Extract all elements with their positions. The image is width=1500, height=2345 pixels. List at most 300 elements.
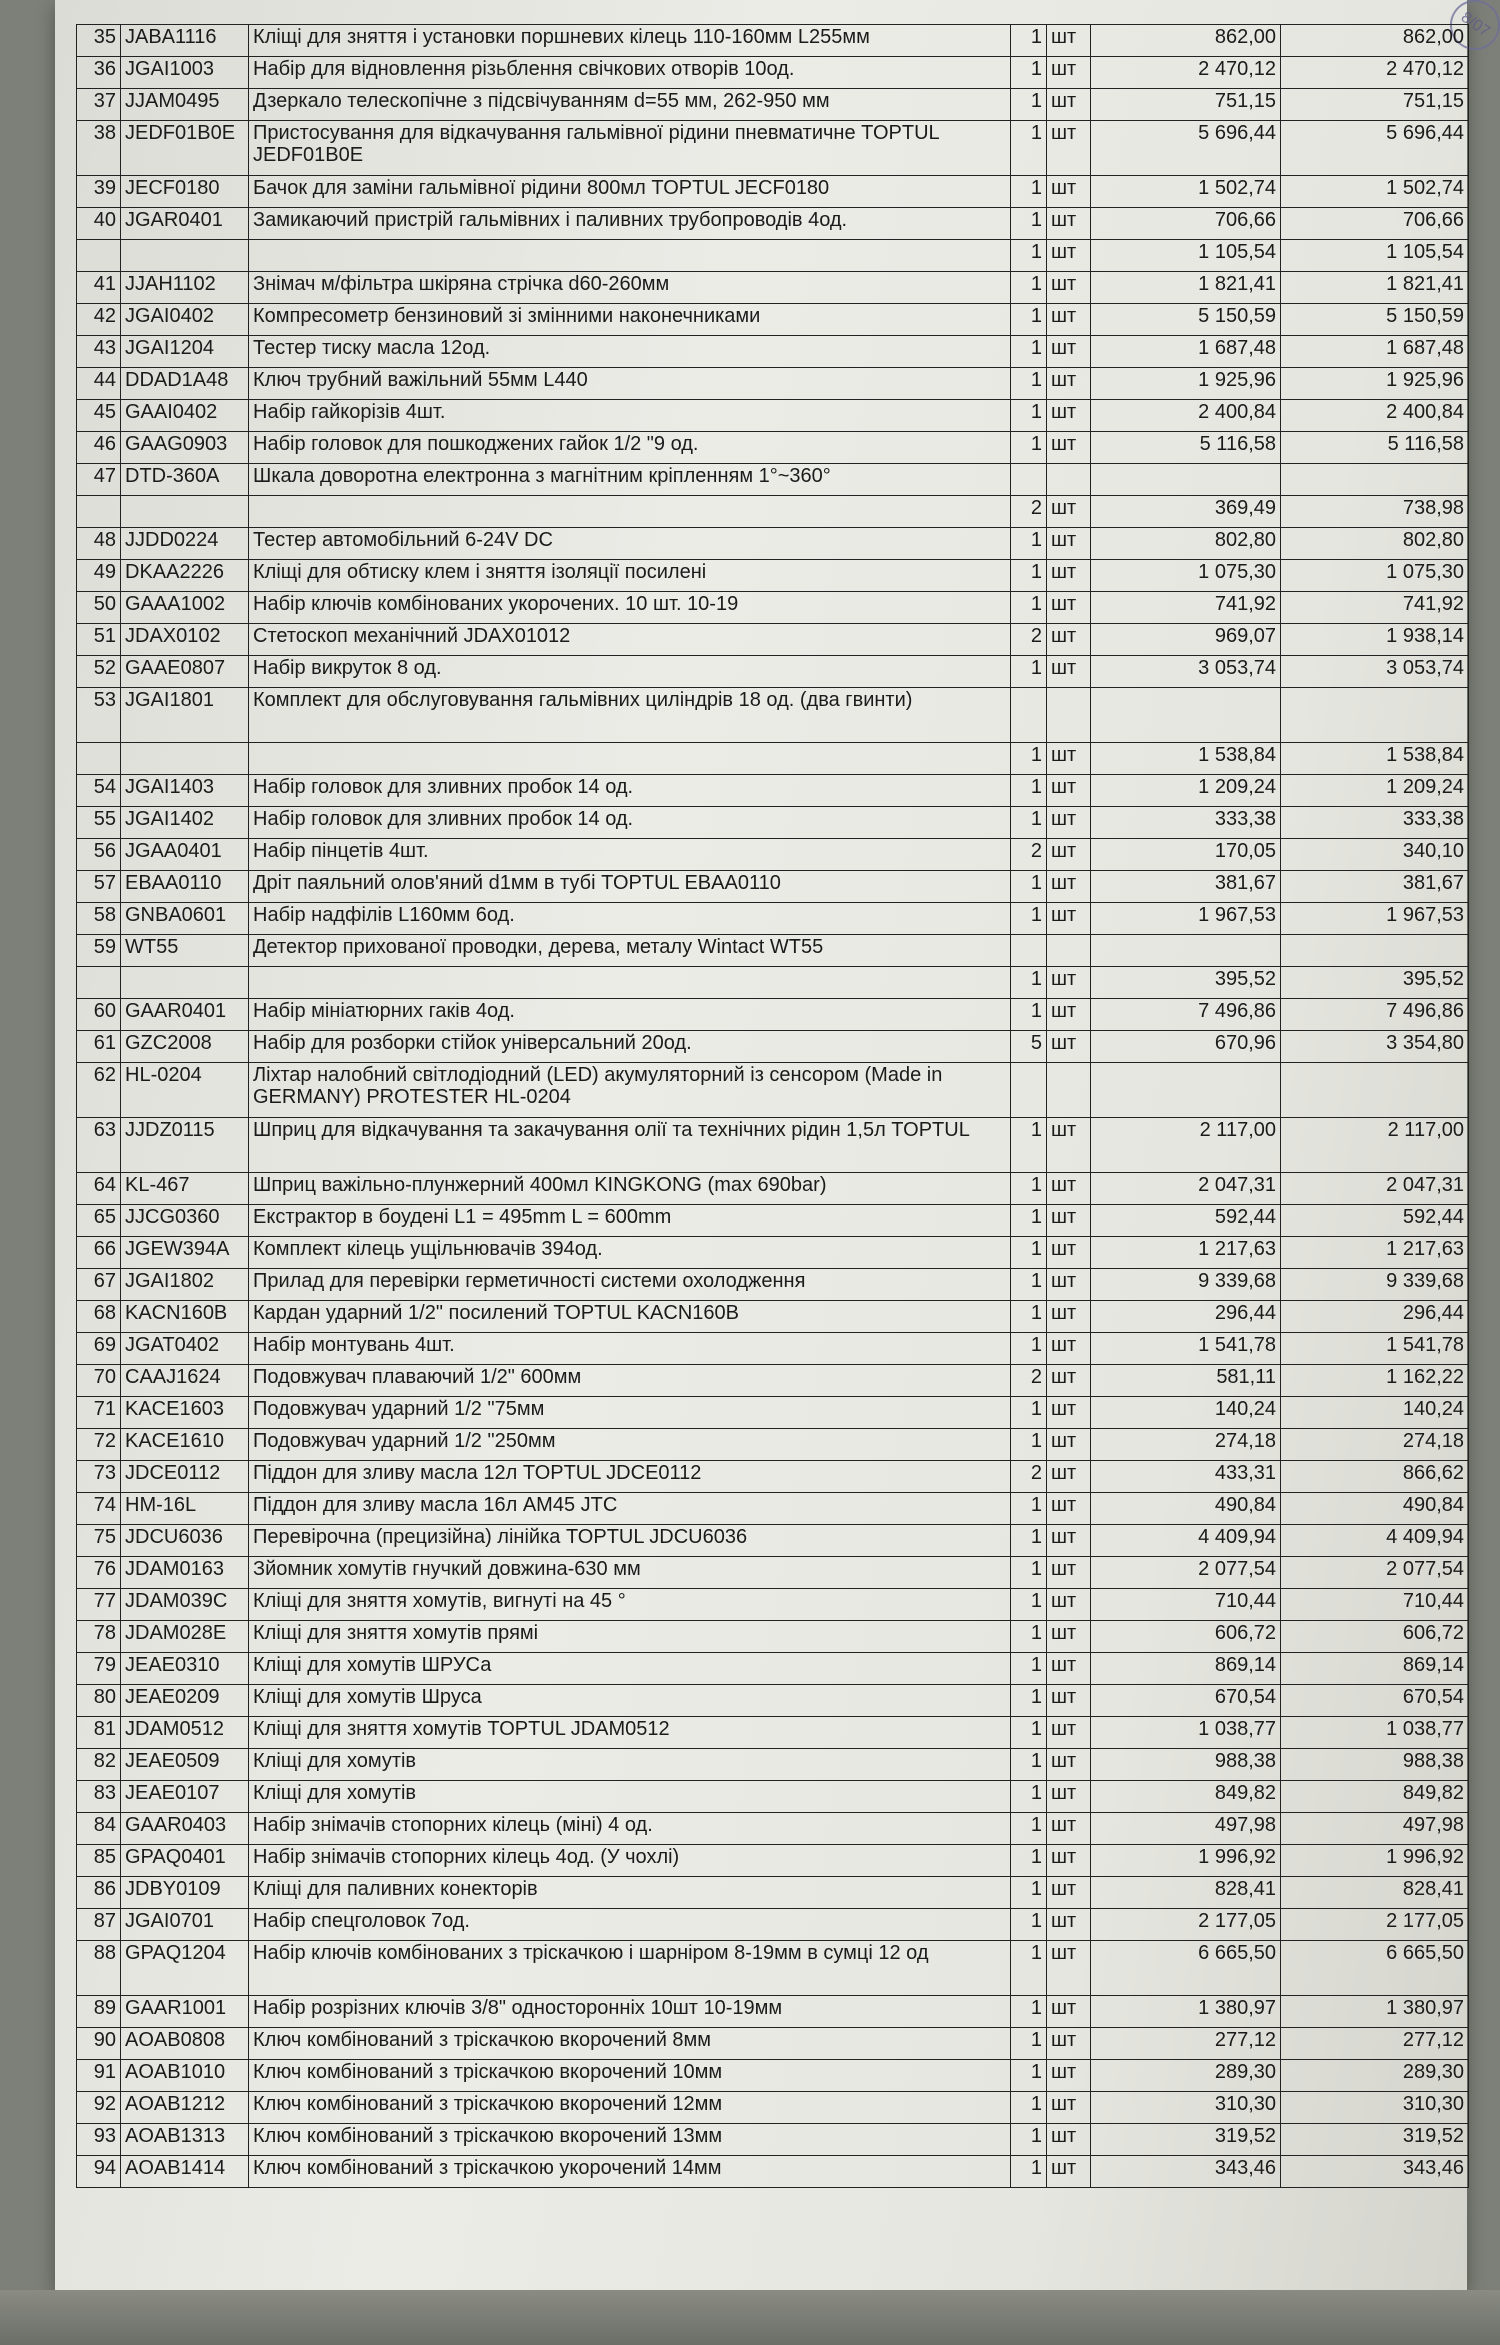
- item-unit: шт: [1047, 839, 1091, 871]
- item-code: JGAA0401: [121, 839, 249, 871]
- item-quantity: 1: [1011, 89, 1047, 121]
- row-number: 63: [77, 1118, 121, 1173]
- item-price: 2 117,00: [1091, 1118, 1281, 1173]
- table-row: [77, 935, 1469, 967]
- item-name: Перевірочна (прецизійна) лінійка TOPTUL JDCU6036: [249, 1525, 1011, 1557]
- item-name: Шприц для відкачування та закачування олії та технічних рідин 1,5л TOPTUL: [249, 1118, 1011, 1173]
- item-price: 140,24: [1091, 1397, 1281, 1429]
- table-row: [77, 1749, 1469, 1781]
- item-total: 1 821,41: [1281, 272, 1469, 304]
- item-name: Кліщі для зняття хомутів прямі: [249, 1621, 1011, 1653]
- item-code: JGEW394A: [121, 1237, 249, 1269]
- row-number: 40: [77, 208, 121, 240]
- table-row: [77, 400, 1469, 432]
- item-total: 2 117,00: [1281, 1118, 1469, 1173]
- item-unit: шт: [1047, 496, 1091, 528]
- item-code: GNBA0601: [121, 903, 249, 935]
- item-quantity: 1: [1011, 656, 1047, 688]
- item-name: Набір головок для зливних пробок 14 од.: [249, 807, 1011, 839]
- row-number: 94: [77, 2156, 121, 2188]
- item-unit: шт: [1047, 1493, 1091, 1525]
- item-unit: шт: [1047, 1301, 1091, 1333]
- table-row: [77, 1063, 1469, 1118]
- item-total: [1281, 688, 1469, 743]
- item-name: Детектор прихованої проводки, дерева, металу Wintact WT55: [249, 935, 1011, 967]
- table-row: [77, 1996, 1469, 2028]
- item-name: Подовжувач плаваючий 1/2" 600мм: [249, 1365, 1011, 1397]
- item-name: Ключ комбінований з тріскачкою укорочений 14мм: [249, 2156, 1011, 2188]
- item-total: 866,62: [1281, 1461, 1469, 1493]
- item-name: [249, 496, 1011, 528]
- table-row: [77, 1877, 1469, 1909]
- item-quantity: 5: [1011, 1031, 1047, 1063]
- row-number: 67: [77, 1269, 121, 1301]
- item-code: JGAR0401: [121, 208, 249, 240]
- item-quantity: 1: [1011, 1845, 1047, 1877]
- item-quantity: 1: [1011, 57, 1047, 89]
- table-row: [77, 1845, 1469, 1877]
- item-total: 1 105,54: [1281, 240, 1469, 272]
- item-unit: шт: [1047, 25, 1091, 57]
- item-price: 5 696,44: [1091, 121, 1281, 176]
- item-code: KL-467: [121, 1173, 249, 1205]
- item-total: 1 209,24: [1281, 775, 1469, 807]
- item-quantity: 1: [1011, 208, 1047, 240]
- item-total: 7 496,86: [1281, 999, 1469, 1031]
- item-name: Замикаючий пристрій гальмівних і паливних трубопроводів 4од.: [249, 208, 1011, 240]
- item-price: 1 502,74: [1091, 176, 1281, 208]
- item-price: 4 409,94: [1091, 1525, 1281, 1557]
- item-unit: шт: [1047, 1205, 1091, 1237]
- item-price: 5 150,59: [1091, 304, 1281, 336]
- row-number: 69: [77, 1333, 121, 1365]
- item-unit: шт: [1047, 2060, 1091, 2092]
- item-name: Набір для розборки стійок універсальний 20од.: [249, 1031, 1011, 1063]
- item-code: [121, 967, 249, 999]
- item-name: Ключ комбінований з тріскачкою вкорочений 12мм: [249, 2092, 1011, 2124]
- table-row: [77, 208, 1469, 240]
- item-unit: шт: [1047, 1118, 1091, 1173]
- item-code: JDAX0102: [121, 624, 249, 656]
- item-code: JEAE0509: [121, 1749, 249, 1781]
- item-total: 710,44: [1281, 1589, 1469, 1621]
- item-name: Кардан ударний 1/2" посилений TOPTUL KACN160B: [249, 1301, 1011, 1333]
- item-total: 395,52: [1281, 967, 1469, 999]
- item-unit: шт: [1047, 432, 1091, 464]
- row-number: 46: [77, 432, 121, 464]
- item-quantity: 1: [1011, 2060, 1047, 2092]
- item-quantity: 1: [1011, 1589, 1047, 1621]
- item-name: Піддон для зливу масла 12л TOPTUL JDCE0112: [249, 1461, 1011, 1493]
- row-number: [77, 743, 121, 775]
- item-code: GPAQ1204: [121, 1941, 249, 1996]
- item-price: 433,31: [1091, 1461, 1281, 1493]
- invoice-rows: [77, 25, 1469, 2188]
- table-row: [77, 1685, 1469, 1717]
- table-row: [77, 2124, 1469, 2156]
- item-total: 140,24: [1281, 1397, 1469, 1429]
- item-unit: шт: [1047, 368, 1091, 400]
- item-unit: шт: [1047, 176, 1091, 208]
- table-row: [77, 1397, 1469, 1429]
- table-row: [77, 2156, 1469, 2188]
- item-name: Кліщі для зняття хомутів TOPTUL JDAM0512: [249, 1717, 1011, 1749]
- row-number: 92: [77, 2092, 121, 2124]
- item-code: JJCG0360: [121, 1205, 249, 1237]
- table-row: [77, 967, 1469, 999]
- item-quantity: 1: [1011, 2124, 1047, 2156]
- item-name: Подовжувач ударний 1/2 "75мм: [249, 1397, 1011, 1429]
- table-row: [77, 775, 1469, 807]
- item-unit: шт: [1047, 1525, 1091, 1557]
- item-code: GAAI0402: [121, 400, 249, 432]
- item-name: Ліхтар налобний світлодіодний (LED) акумуляторний із сенсором (Made in GERMANY) PROTESTER HL-0204: [249, 1063, 1011, 1118]
- item-name: Ключ трубний важільний 55мм L440: [249, 368, 1011, 400]
- item-unit: шт: [1047, 775, 1091, 807]
- item-price: 1 996,92: [1091, 1845, 1281, 1877]
- item-price: 849,82: [1091, 1781, 1281, 1813]
- item-name: Набір ключів комбінованих з тріскачкою і шарніром 8-19мм в сумці 12 од: [249, 1941, 1011, 1996]
- item-unit: шт: [1047, 1717, 1091, 1749]
- row-number: 51: [77, 624, 121, 656]
- item-quantity: 1: [1011, 1941, 1047, 1996]
- item-total: 5 696,44: [1281, 121, 1469, 176]
- item-price: 862,00: [1091, 25, 1281, 57]
- item-quantity: 1: [1011, 1429, 1047, 1461]
- item-price: 1 209,24: [1091, 775, 1281, 807]
- item-name: Набір мініатюрних гаків 4од.: [249, 999, 1011, 1031]
- table-row: [77, 1365, 1469, 1397]
- item-quantity: 1: [1011, 121, 1047, 176]
- item-price: 319,52: [1091, 2124, 1281, 2156]
- item-total: 1 502,74: [1281, 176, 1469, 208]
- table-row: [77, 25, 1469, 57]
- item-unit: [1047, 464, 1091, 496]
- item-unit: шт: [1047, 121, 1091, 176]
- item-quantity: 1: [1011, 871, 1047, 903]
- item-code: GAAA1002: [121, 592, 249, 624]
- table-row: [77, 1717, 1469, 1749]
- item-code: JEAE0209: [121, 1685, 249, 1717]
- item-price: 1 105,54: [1091, 240, 1281, 272]
- item-quantity: 1: [1011, 775, 1047, 807]
- item-code: JDCE0112: [121, 1461, 249, 1493]
- row-number: 66: [77, 1237, 121, 1269]
- item-price: 381,67: [1091, 871, 1281, 903]
- row-number: 83: [77, 1781, 121, 1813]
- item-name: Подовжувач ударний 1/2 "250мм: [249, 1429, 1011, 1461]
- item-total: 343,46: [1281, 2156, 1469, 2188]
- item-name: Ключ комбінований з тріскачкою вкорочений 13мм: [249, 2124, 1011, 2156]
- item-total: 2 470,12: [1281, 57, 1469, 89]
- item-total: 274,18: [1281, 1429, 1469, 1461]
- row-number: 76: [77, 1557, 121, 1589]
- item-unit: шт: [1047, 1031, 1091, 1063]
- item-price: 751,15: [1091, 89, 1281, 121]
- item-name: Кліщі для хомутів: [249, 1749, 1011, 1781]
- item-price: 828,41: [1091, 1877, 1281, 1909]
- item-price: 606,72: [1091, 1621, 1281, 1653]
- item-total: 706,66: [1281, 208, 1469, 240]
- item-price: 1 687,48: [1091, 336, 1281, 368]
- row-number: 58: [77, 903, 121, 935]
- item-quantity: 1: [1011, 1118, 1047, 1173]
- item-price: 706,66: [1091, 208, 1281, 240]
- item-name: [249, 967, 1011, 999]
- row-number: 73: [77, 1461, 121, 1493]
- item-unit: шт: [1047, 1461, 1091, 1493]
- item-name: Комплект для обслуговування гальмівних циліндрів 18 од. (два гвинти): [249, 688, 1011, 743]
- stamp: 8/07: [1440, 0, 1500, 60]
- table-row: [77, 240, 1469, 272]
- item-price: 497,98: [1091, 1813, 1281, 1845]
- item-unit: шт: [1047, 400, 1091, 432]
- item-code: JECF0180: [121, 176, 249, 208]
- item-name: Набір знімачів стопорних кілець (міні) 4 од.: [249, 1813, 1011, 1845]
- item-code: JGAI1801: [121, 688, 249, 743]
- item-total: 751,15: [1281, 89, 1469, 121]
- item-code: KACE1603: [121, 1397, 249, 1429]
- item-code: JDAM039C: [121, 1589, 249, 1621]
- item-quantity: 1: [1011, 1557, 1047, 1589]
- table-row: [77, 1557, 1469, 1589]
- item-code: AOAB1010: [121, 2060, 249, 2092]
- item-price: 1 538,84: [1091, 743, 1281, 775]
- item-price: 1 380,97: [1091, 1996, 1281, 2028]
- item-price: 2 047,31: [1091, 1173, 1281, 1205]
- row-number: [77, 496, 121, 528]
- item-code: GAAR1001: [121, 1996, 249, 2028]
- table-row: [77, 304, 1469, 336]
- item-total: 1 075,30: [1281, 560, 1469, 592]
- item-quantity: 2: [1011, 839, 1047, 871]
- item-unit: шт: [1047, 1653, 1091, 1685]
- item-unit: шт: [1047, 1269, 1091, 1301]
- table-row: [77, 1461, 1469, 1493]
- item-name: Знімач м/фільтра шкіряна стрічка d60-260мм: [249, 272, 1011, 304]
- row-number: 65: [77, 1205, 121, 1237]
- table-row: [77, 1118, 1469, 1173]
- item-unit: шт: [1047, 1813, 1091, 1845]
- item-name: Шприц важільно-плунжерний 400мл KINGKONG (max 690bar): [249, 1173, 1011, 1205]
- item-code: JJDD0224: [121, 528, 249, 560]
- row-number: 52: [77, 656, 121, 688]
- row-number: 88: [77, 1941, 121, 1996]
- item-total: 381,67: [1281, 871, 1469, 903]
- item-quantity: 1: [1011, 432, 1047, 464]
- table-row: [77, 743, 1469, 775]
- table-row: [77, 1653, 1469, 1685]
- table-row: [77, 1589, 1469, 1621]
- item-code: HM-16L: [121, 1493, 249, 1525]
- item-total: 1 967,53: [1281, 903, 1469, 935]
- item-unit: шт: [1047, 1749, 1091, 1781]
- table-row: [77, 336, 1469, 368]
- item-total: 296,44: [1281, 1301, 1469, 1333]
- item-total: 5 150,59: [1281, 304, 1469, 336]
- item-total: 741,92: [1281, 592, 1469, 624]
- item-price: 343,46: [1091, 2156, 1281, 2188]
- item-total: 2 047,31: [1281, 1173, 1469, 1205]
- invoice-table: [76, 24, 1469, 2188]
- item-total: 1 217,63: [1281, 1237, 1469, 1269]
- item-unit: шт: [1047, 1845, 1091, 1877]
- item-quantity: 2: [1011, 1365, 1047, 1397]
- table-row: [77, 1525, 1469, 1557]
- row-number: 87: [77, 1909, 121, 1941]
- table-row: [77, 1909, 1469, 1941]
- table-row: [77, 624, 1469, 656]
- item-total: 1 538,84: [1281, 743, 1469, 775]
- item-total: 606,72: [1281, 1621, 1469, 1653]
- item-price: 2 077,54: [1091, 1557, 1281, 1589]
- row-number: 72: [77, 1429, 121, 1461]
- table-row: [77, 656, 1469, 688]
- table-row: [77, 1781, 1469, 1813]
- item-price: 274,18: [1091, 1429, 1281, 1461]
- item-code: JGAI1204: [121, 336, 249, 368]
- item-unit: шт: [1047, 1557, 1091, 1589]
- item-quantity: [1011, 1063, 1047, 1118]
- item-unit: [1047, 1063, 1091, 1118]
- row-number: 62: [77, 1063, 121, 1118]
- item-total: 1 687,48: [1281, 336, 1469, 368]
- item-total: 1 938,14: [1281, 624, 1469, 656]
- item-unit: шт: [1047, 624, 1091, 656]
- item-price: 670,96: [1091, 1031, 1281, 1063]
- item-name: Набір монтувань 4шт.: [249, 1333, 1011, 1365]
- row-number: 38: [77, 121, 121, 176]
- item-total: 1 380,97: [1281, 1996, 1469, 2028]
- item-code: WT55: [121, 935, 249, 967]
- item-quantity: 1: [1011, 1653, 1047, 1685]
- item-code: JDCU6036: [121, 1525, 249, 1557]
- item-quantity: 1: [1011, 528, 1047, 560]
- item-unit: шт: [1047, 240, 1091, 272]
- table-row: [77, 1237, 1469, 1269]
- item-code: JDAM0512: [121, 1717, 249, 1749]
- item-price: 296,44: [1091, 1301, 1281, 1333]
- item-price: 490,84: [1091, 1493, 1281, 1525]
- row-number: [77, 240, 121, 272]
- item-name: Стетоскоп механічний JDAX01012: [249, 624, 1011, 656]
- item-price: 5 116,58: [1091, 432, 1281, 464]
- item-quantity: 1: [1011, 1717, 1047, 1749]
- item-price: 170,05: [1091, 839, 1281, 871]
- item-code: AOAB1313: [121, 2124, 249, 2156]
- item-name: Дзеркало телескопічне з підсвічуванням d=55 мм, 262-950 мм: [249, 89, 1011, 121]
- row-number: 81: [77, 1717, 121, 1749]
- item-total: 1 541,78: [1281, 1333, 1469, 1365]
- item-quantity: 1: [1011, 743, 1047, 775]
- item-name: Кліщі для обтиску клем і зняття ізоляції посилені: [249, 560, 1011, 592]
- item-code: AOAB1212: [121, 2092, 249, 2124]
- table-row: [77, 2028, 1469, 2060]
- item-unit: шт: [1047, 2092, 1091, 2124]
- item-price: 710,44: [1091, 1589, 1281, 1621]
- item-quantity: 1: [1011, 304, 1047, 336]
- item-total: 849,82: [1281, 1781, 1469, 1813]
- item-unit: шт: [1047, 1173, 1091, 1205]
- item-name: Набір знімачів стопорних кілець 4од. (У чохлі): [249, 1845, 1011, 1877]
- row-number: 35: [77, 25, 121, 57]
- item-price: 592,44: [1091, 1205, 1281, 1237]
- item-name: Кліщі для зняття і установки поршневих кілець 110-160мм L255мм: [249, 25, 1011, 57]
- row-number: 89: [77, 1996, 121, 2028]
- item-price: 1 075,30: [1091, 560, 1281, 592]
- row-number: 70: [77, 1365, 121, 1397]
- row-number: 44: [77, 368, 121, 400]
- row-number: 82: [77, 1749, 121, 1781]
- item-unit: шт: [1047, 967, 1091, 999]
- item-quantity: 2: [1011, 624, 1047, 656]
- item-code: JEDF01B0E: [121, 121, 249, 176]
- row-number: [77, 967, 121, 999]
- item-code: JGAI1402: [121, 807, 249, 839]
- table-row: [77, 464, 1469, 496]
- table-row: [77, 839, 1469, 871]
- item-quantity: 1: [1011, 400, 1047, 432]
- table-row: [77, 1269, 1469, 1301]
- item-quantity: 1: [1011, 1877, 1047, 1909]
- item-code: JGAI0402: [121, 304, 249, 336]
- item-price: 9 339,68: [1091, 1269, 1281, 1301]
- item-unit: шт: [1047, 57, 1091, 89]
- item-price: 395,52: [1091, 967, 1281, 999]
- table-row: [77, 2092, 1469, 2124]
- row-number: 80: [77, 1685, 121, 1717]
- item-price: 2 177,05: [1091, 1909, 1281, 1941]
- item-unit: шт: [1047, 528, 1091, 560]
- row-number: 90: [77, 2028, 121, 2060]
- table-row: [77, 89, 1469, 121]
- table-row: [77, 528, 1469, 560]
- item-price: 277,12: [1091, 2028, 1281, 2060]
- table-row: [77, 2060, 1469, 2092]
- item-code: JDAM028E: [121, 1621, 249, 1653]
- item-total: 340,10: [1281, 839, 1469, 871]
- item-code: JEAE0107: [121, 1781, 249, 1813]
- table-row: [77, 871, 1469, 903]
- item-price: [1091, 688, 1281, 743]
- table-row: [77, 57, 1469, 89]
- table-row: [77, 1205, 1469, 1237]
- table-row: [77, 121, 1469, 176]
- item-unit: шт: [1047, 2028, 1091, 2060]
- item-unit: шт: [1047, 272, 1091, 304]
- item-price: 581,11: [1091, 1365, 1281, 1397]
- item-code: HL-0204: [121, 1063, 249, 1118]
- item-code: JGAI1403: [121, 775, 249, 807]
- item-code: JJAM0495: [121, 89, 249, 121]
- item-quantity: 1: [1011, 1269, 1047, 1301]
- item-name: Набір спецголовок 7од.: [249, 1909, 1011, 1941]
- item-name: Кліщі для паливних конекторів: [249, 1877, 1011, 1909]
- item-name: Кліщі для хомутів: [249, 1781, 1011, 1813]
- item-name: Кліщі для хомутів ШРУСа: [249, 1653, 1011, 1685]
- item-code: [121, 496, 249, 528]
- item-name: Компресометр бензиновий зі змінними наконечниками: [249, 304, 1011, 336]
- item-code: KACN160B: [121, 1301, 249, 1333]
- row-number: 57: [77, 871, 121, 903]
- item-name: Ключ комбінований з тріскачкою вкорочений 10мм: [249, 2060, 1011, 2092]
- item-price: 1 217,63: [1091, 1237, 1281, 1269]
- item-quantity: 1: [1011, 1781, 1047, 1813]
- table-row: [77, 1941, 1469, 1996]
- item-code: JGAI0701: [121, 1909, 249, 1941]
- row-number: 47: [77, 464, 121, 496]
- item-name: Набір для відновлення різьблення свічкових отворів 10од.: [249, 57, 1011, 89]
